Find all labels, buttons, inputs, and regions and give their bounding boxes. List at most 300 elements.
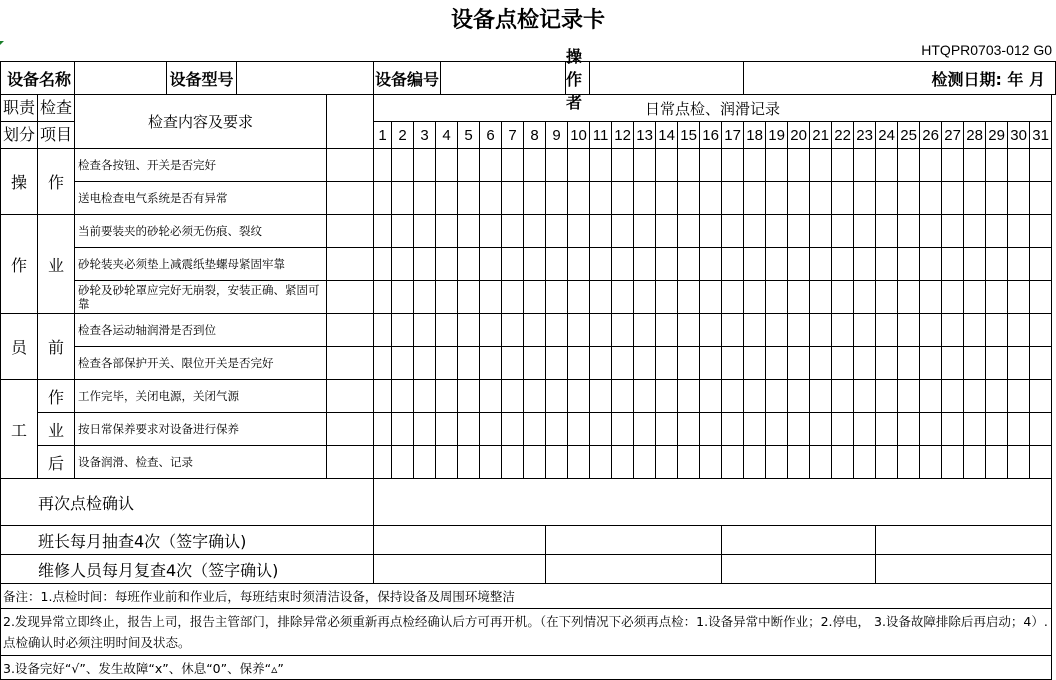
record-cell[interactable] <box>374 347 392 380</box>
record-cell[interactable] <box>898 413 920 446</box>
record-cell[interactable] <box>568 149 590 182</box>
record-cell[interactable] <box>876 182 898 215</box>
record-cell[interactable] <box>832 446 854 479</box>
record-cell[interactable] <box>634 182 656 215</box>
record-cell[interactable] <box>546 215 568 248</box>
maint-sign-3[interactable] <box>722 555 876 584</box>
record-cell[interactable] <box>810 149 832 182</box>
record-cell[interactable] <box>414 380 436 413</box>
record-cell[interactable] <box>700 413 722 446</box>
record-cell[interactable] <box>832 314 854 347</box>
record-cell[interactable] <box>414 413 436 446</box>
record-cell[interactable] <box>546 182 568 215</box>
maint-sign-2[interactable] <box>546 555 722 584</box>
record-cell[interactable] <box>964 413 986 446</box>
record-cell[interactable] <box>1030 347 1052 380</box>
record-cell[interactable] <box>964 314 986 347</box>
record-cell[interactable] <box>392 149 414 182</box>
record-cell[interactable] <box>392 248 414 281</box>
record-cell[interactable] <box>502 215 524 248</box>
record-cell[interactable] <box>458 413 480 446</box>
record-cell[interactable] <box>612 446 634 479</box>
record-cell[interactable] <box>374 380 392 413</box>
record-cell[interactable] <box>1030 149 1052 182</box>
record-cell[interactable] <box>374 248 392 281</box>
record-cell[interactable] <box>920 314 942 347</box>
record-cell[interactable] <box>964 149 986 182</box>
record-cell[interactable] <box>942 149 964 182</box>
record-cell[interactable] <box>722 182 744 215</box>
record-cell[interactable] <box>392 182 414 215</box>
record-cell[interactable] <box>722 248 744 281</box>
record-cell[interactable] <box>986 248 1008 281</box>
record-cell[interactable] <box>656 182 678 215</box>
record-cell[interactable] <box>832 182 854 215</box>
record-cell[interactable] <box>1008 281 1030 314</box>
record-cell[interactable] <box>656 347 678 380</box>
record-cell[interactable] <box>612 380 634 413</box>
record-cell[interactable] <box>524 149 546 182</box>
record-cell[interactable] <box>414 248 436 281</box>
record-cell[interactable] <box>1008 314 1030 347</box>
record-cell[interactable] <box>524 182 546 215</box>
record-cell[interactable] <box>568 347 590 380</box>
record-cell[interactable] <box>744 446 766 479</box>
record-cell[interactable] <box>568 182 590 215</box>
record-cell[interactable] <box>700 215 722 248</box>
record-cell[interactable] <box>744 380 766 413</box>
record-cell[interactable] <box>590 314 612 347</box>
record-cell[interactable] <box>832 281 854 314</box>
record-cell[interactable] <box>766 413 788 446</box>
record-cell[interactable] <box>374 149 392 182</box>
record-cell[interactable] <box>546 446 568 479</box>
equip-no-value[interactable] <box>441 62 566 94</box>
record-cell[interactable] <box>568 413 590 446</box>
record-cell[interactable] <box>876 380 898 413</box>
record-cell[interactable] <box>854 182 876 215</box>
record-cell[interactable] <box>810 380 832 413</box>
record-cell[interactable] <box>414 314 436 347</box>
record-cell[interactable] <box>986 380 1008 413</box>
record-cell[interactable] <box>546 380 568 413</box>
record-cell[interactable] <box>458 281 480 314</box>
record-cell[interactable] <box>568 446 590 479</box>
record-cell[interactable] <box>876 314 898 347</box>
record-cell[interactable] <box>590 182 612 215</box>
record-cell[interactable] <box>876 281 898 314</box>
record-cell[interactable] <box>392 446 414 479</box>
record-cell[interactable] <box>634 281 656 314</box>
record-cell[interactable] <box>678 347 700 380</box>
record-cell[interactable] <box>744 314 766 347</box>
record-cell[interactable] <box>898 248 920 281</box>
record-cell[interactable] <box>678 182 700 215</box>
record-cell[interactable] <box>590 281 612 314</box>
record-cell[interactable] <box>810 413 832 446</box>
record-cell[interactable] <box>524 248 546 281</box>
record-cell[interactable] <box>854 413 876 446</box>
record-cell[interactable] <box>744 281 766 314</box>
record-cell[interactable] <box>634 413 656 446</box>
record-cell[interactable] <box>854 248 876 281</box>
record-cell[interactable] <box>1008 149 1030 182</box>
record-cell[interactable] <box>458 248 480 281</box>
record-cell[interactable] <box>810 182 832 215</box>
record-cell[interactable] <box>876 215 898 248</box>
record-cell[interactable] <box>524 215 546 248</box>
record-cell[interactable] <box>1030 413 1052 446</box>
record-cell[interactable] <box>502 314 524 347</box>
record-cell[interactable] <box>700 248 722 281</box>
recheck-value[interactable] <box>374 479 1052 526</box>
record-cell[interactable] <box>502 446 524 479</box>
record-cell[interactable] <box>766 446 788 479</box>
record-cell[interactable] <box>942 248 964 281</box>
record-cell[interactable] <box>788 149 810 182</box>
leader-sign-3[interactable] <box>722 526 876 555</box>
record-cell[interactable] <box>590 215 612 248</box>
record-cell[interactable] <box>524 380 546 413</box>
record-cell[interactable] <box>854 314 876 347</box>
record-cell[interactable] <box>1008 380 1030 413</box>
record-cell[interactable] <box>374 281 392 314</box>
record-cell[interactable] <box>590 413 612 446</box>
record-cell[interactable] <box>546 248 568 281</box>
record-cell[interactable] <box>876 248 898 281</box>
record-cell[interactable] <box>458 314 480 347</box>
record-cell[interactable] <box>788 347 810 380</box>
record-cell[interactable] <box>502 281 524 314</box>
record-cell[interactable] <box>722 281 744 314</box>
record-cell[interactable] <box>414 149 436 182</box>
record-cell[interactable] <box>766 149 788 182</box>
record-cell[interactable] <box>612 149 634 182</box>
record-cell[interactable] <box>374 446 392 479</box>
record-cell[interactable] <box>854 281 876 314</box>
record-cell[interactable] <box>458 149 480 182</box>
record-cell[interactable] <box>414 215 436 248</box>
record-cell[interactable] <box>1008 347 1030 380</box>
record-cell[interactable] <box>524 347 546 380</box>
record-cell[interactable] <box>436 314 458 347</box>
record-cell[interactable] <box>744 149 766 182</box>
record-cell[interactable] <box>568 380 590 413</box>
record-cell[interactable] <box>374 215 392 248</box>
record-cell[interactable] <box>678 215 700 248</box>
record-cell[interactable] <box>810 347 832 380</box>
record-cell[interactable] <box>612 347 634 380</box>
record-cell[interactable] <box>876 413 898 446</box>
record-cell[interactable] <box>634 149 656 182</box>
record-cell[interactable] <box>722 215 744 248</box>
record-cell[interactable] <box>590 149 612 182</box>
record-cell[interactable] <box>568 281 590 314</box>
record-cell[interactable] <box>480 149 502 182</box>
record-cell[interactable] <box>898 281 920 314</box>
record-cell[interactable] <box>656 314 678 347</box>
record-cell[interactable] <box>1008 182 1030 215</box>
record-cell[interactable] <box>374 182 392 215</box>
record-cell[interactable] <box>634 215 656 248</box>
record-cell[interactable] <box>436 182 458 215</box>
record-cell[interactable] <box>810 215 832 248</box>
equip-model-value[interactable] <box>237 62 373 94</box>
record-cell[interactable] <box>480 182 502 215</box>
record-cell[interactable] <box>854 347 876 380</box>
record-cell[interactable] <box>480 347 502 380</box>
record-cell[interactable] <box>744 347 766 380</box>
record-cell[interactable] <box>590 248 612 281</box>
record-cell[interactable] <box>766 182 788 215</box>
record-cell[interactable] <box>722 314 744 347</box>
record-cell[interactable] <box>898 149 920 182</box>
record-cell[interactable] <box>502 380 524 413</box>
record-cell[interactable] <box>810 446 832 479</box>
record-cell[interactable] <box>700 446 722 479</box>
record-cell[interactable] <box>832 215 854 248</box>
record-cell[interactable] <box>788 281 810 314</box>
record-cell[interactable] <box>766 380 788 413</box>
record-cell[interactable] <box>942 281 964 314</box>
record-cell[interactable] <box>524 446 546 479</box>
record-cell[interactable] <box>920 413 942 446</box>
record-cell[interactable] <box>700 182 722 215</box>
record-cell[interactable] <box>612 413 634 446</box>
record-cell[interactable] <box>942 413 964 446</box>
record-cell[interactable] <box>392 413 414 446</box>
record-cell[interactable] <box>480 446 502 479</box>
record-cell[interactable] <box>1008 446 1030 479</box>
record-cell[interactable] <box>766 281 788 314</box>
record-cell[interactable] <box>700 149 722 182</box>
record-cell[interactable] <box>854 215 876 248</box>
record-cell[interactable] <box>546 347 568 380</box>
record-cell[interactable] <box>898 182 920 215</box>
record-cell[interactable] <box>766 347 788 380</box>
record-cell[interactable] <box>502 413 524 446</box>
record-cell[interactable] <box>546 314 568 347</box>
equip-name-value[interactable] <box>75 62 167 95</box>
record-cell[interactable] <box>920 446 942 479</box>
record-cell[interactable] <box>832 248 854 281</box>
record-cell[interactable] <box>700 281 722 314</box>
record-cell[interactable] <box>436 149 458 182</box>
record-cell[interactable] <box>942 314 964 347</box>
record-cell[interactable] <box>832 380 854 413</box>
operator-value[interactable] <box>590 62 744 95</box>
record-cell[interactable] <box>986 182 1008 215</box>
record-cell[interactable] <box>502 182 524 215</box>
record-cell[interactable] <box>964 380 986 413</box>
record-cell[interactable] <box>986 314 1008 347</box>
record-cell[interactable] <box>436 281 458 314</box>
record-cell[interactable] <box>436 347 458 380</box>
record-cell[interactable] <box>788 380 810 413</box>
record-cell[interactable] <box>722 347 744 380</box>
record-cell[interactable] <box>942 446 964 479</box>
record-cell[interactable] <box>898 380 920 413</box>
record-cell[interactable] <box>964 347 986 380</box>
record-cell[interactable] <box>986 149 1008 182</box>
record-cell[interactable] <box>656 215 678 248</box>
record-cell[interactable] <box>700 380 722 413</box>
record-cell[interactable] <box>832 347 854 380</box>
record-cell[interactable] <box>458 347 480 380</box>
record-cell[interactable] <box>788 314 810 347</box>
record-cell[interactable] <box>590 380 612 413</box>
record-cell[interactable] <box>920 347 942 380</box>
record-cell[interactable] <box>744 182 766 215</box>
record-cell[interactable] <box>612 314 634 347</box>
record-cell[interactable] <box>986 413 1008 446</box>
record-cell[interactable] <box>854 149 876 182</box>
record-cell[interactable] <box>854 446 876 479</box>
record-cell[interactable] <box>964 215 986 248</box>
record-cell[interactable] <box>898 215 920 248</box>
record-cell[interactable] <box>700 347 722 380</box>
record-cell[interactable] <box>678 149 700 182</box>
record-cell[interactable] <box>656 149 678 182</box>
record-cell[interactable] <box>942 347 964 380</box>
record-cell[interactable] <box>678 248 700 281</box>
record-cell[interactable] <box>634 314 656 347</box>
maint-sign-1[interactable] <box>374 555 546 584</box>
record-cell[interactable] <box>722 446 744 479</box>
record-cell[interactable] <box>374 413 392 446</box>
record-cell[interactable] <box>634 347 656 380</box>
record-cell[interactable] <box>374 314 392 347</box>
record-cell[interactable] <box>920 215 942 248</box>
record-cell[interactable] <box>414 347 436 380</box>
record-cell[interactable] <box>524 281 546 314</box>
record-cell[interactable] <box>458 182 480 215</box>
record-cell[interactable] <box>502 248 524 281</box>
record-cell[interactable] <box>436 446 458 479</box>
record-cell[interactable] <box>920 380 942 413</box>
record-cell[interactable] <box>1030 314 1052 347</box>
record-cell[interactable] <box>480 281 502 314</box>
record-cell[interactable] <box>722 380 744 413</box>
record-cell[interactable] <box>480 380 502 413</box>
record-cell[interactable] <box>964 446 986 479</box>
record-cell[interactable] <box>480 413 502 446</box>
record-cell[interactable] <box>788 215 810 248</box>
maint-sign-4[interactable] <box>876 555 1052 584</box>
record-cell[interactable] <box>612 248 634 281</box>
record-cell[interactable] <box>656 413 678 446</box>
record-cell[interactable] <box>546 413 568 446</box>
record-cell[interactable] <box>766 248 788 281</box>
record-cell[interactable] <box>942 182 964 215</box>
record-cell[interactable] <box>656 248 678 281</box>
record-cell[interactable] <box>986 446 1008 479</box>
record-cell[interactable] <box>436 413 458 446</box>
record-cell[interactable] <box>942 380 964 413</box>
record-cell[interactable] <box>1008 248 1030 281</box>
leader-sign-1[interactable] <box>374 526 546 555</box>
record-cell[interactable] <box>986 215 1008 248</box>
record-cell[interactable] <box>436 215 458 248</box>
record-cell[interactable] <box>1030 380 1052 413</box>
record-cell[interactable] <box>612 182 634 215</box>
record-cell[interactable] <box>414 446 436 479</box>
record-cell[interactable] <box>832 413 854 446</box>
record-cell[interactable] <box>1008 413 1030 446</box>
record-cell[interactable] <box>1030 281 1052 314</box>
record-cell[interactable] <box>568 248 590 281</box>
record-cell[interactable] <box>678 413 700 446</box>
record-cell[interactable] <box>964 248 986 281</box>
record-cell[interactable] <box>634 380 656 413</box>
record-cell[interactable] <box>942 215 964 248</box>
record-cell[interactable] <box>524 314 546 347</box>
record-cell[interactable] <box>656 446 678 479</box>
record-cell[interactable] <box>480 248 502 281</box>
record-cell[interactable] <box>766 215 788 248</box>
record-cell[interactable] <box>612 281 634 314</box>
record-cell[interactable] <box>788 446 810 479</box>
record-cell[interactable] <box>392 347 414 380</box>
record-cell[interactable] <box>436 248 458 281</box>
record-cell[interactable] <box>436 380 458 413</box>
record-cell[interactable] <box>612 215 634 248</box>
record-cell[interactable] <box>678 446 700 479</box>
record-cell[interactable] <box>590 446 612 479</box>
record-cell[interactable] <box>458 380 480 413</box>
record-cell[interactable] <box>480 314 502 347</box>
record-cell[interactable] <box>986 347 1008 380</box>
record-cell[interactable] <box>392 281 414 314</box>
record-cell[interactable] <box>810 248 832 281</box>
record-cell[interactable] <box>898 347 920 380</box>
record-cell[interactable] <box>876 446 898 479</box>
record-cell[interactable] <box>722 413 744 446</box>
leader-sign-4[interactable] <box>876 526 1052 555</box>
record-cell[interactable] <box>568 314 590 347</box>
record-cell[interactable] <box>634 446 656 479</box>
record-cell[interactable] <box>414 281 436 314</box>
record-cell[interactable] <box>1030 215 1052 248</box>
record-cell[interactable] <box>766 314 788 347</box>
record-cell[interactable] <box>964 182 986 215</box>
record-cell[interactable] <box>392 314 414 347</box>
record-cell[interactable] <box>656 380 678 413</box>
record-cell[interactable] <box>700 314 722 347</box>
record-cell[interactable] <box>392 380 414 413</box>
record-cell[interactable] <box>920 182 942 215</box>
record-cell[interactable] <box>458 446 480 479</box>
record-cell[interactable] <box>832 149 854 182</box>
record-cell[interactable] <box>634 248 656 281</box>
record-cell[interactable] <box>810 314 832 347</box>
record-cell[interactable] <box>678 314 700 347</box>
record-cell[interactable] <box>788 182 810 215</box>
record-cell[interactable] <box>744 413 766 446</box>
record-cell[interactable] <box>524 413 546 446</box>
record-cell[interactable] <box>656 281 678 314</box>
record-cell[interactable] <box>744 215 766 248</box>
record-cell[interactable] <box>964 281 986 314</box>
record-cell[interactable] <box>744 248 766 281</box>
record-cell[interactable] <box>1030 248 1052 281</box>
record-cell[interactable] <box>414 182 436 215</box>
record-cell[interactable] <box>920 281 942 314</box>
record-cell[interactable] <box>458 215 480 248</box>
record-cell[interactable] <box>590 347 612 380</box>
record-cell[interactable] <box>546 149 568 182</box>
record-cell[interactable] <box>568 215 590 248</box>
